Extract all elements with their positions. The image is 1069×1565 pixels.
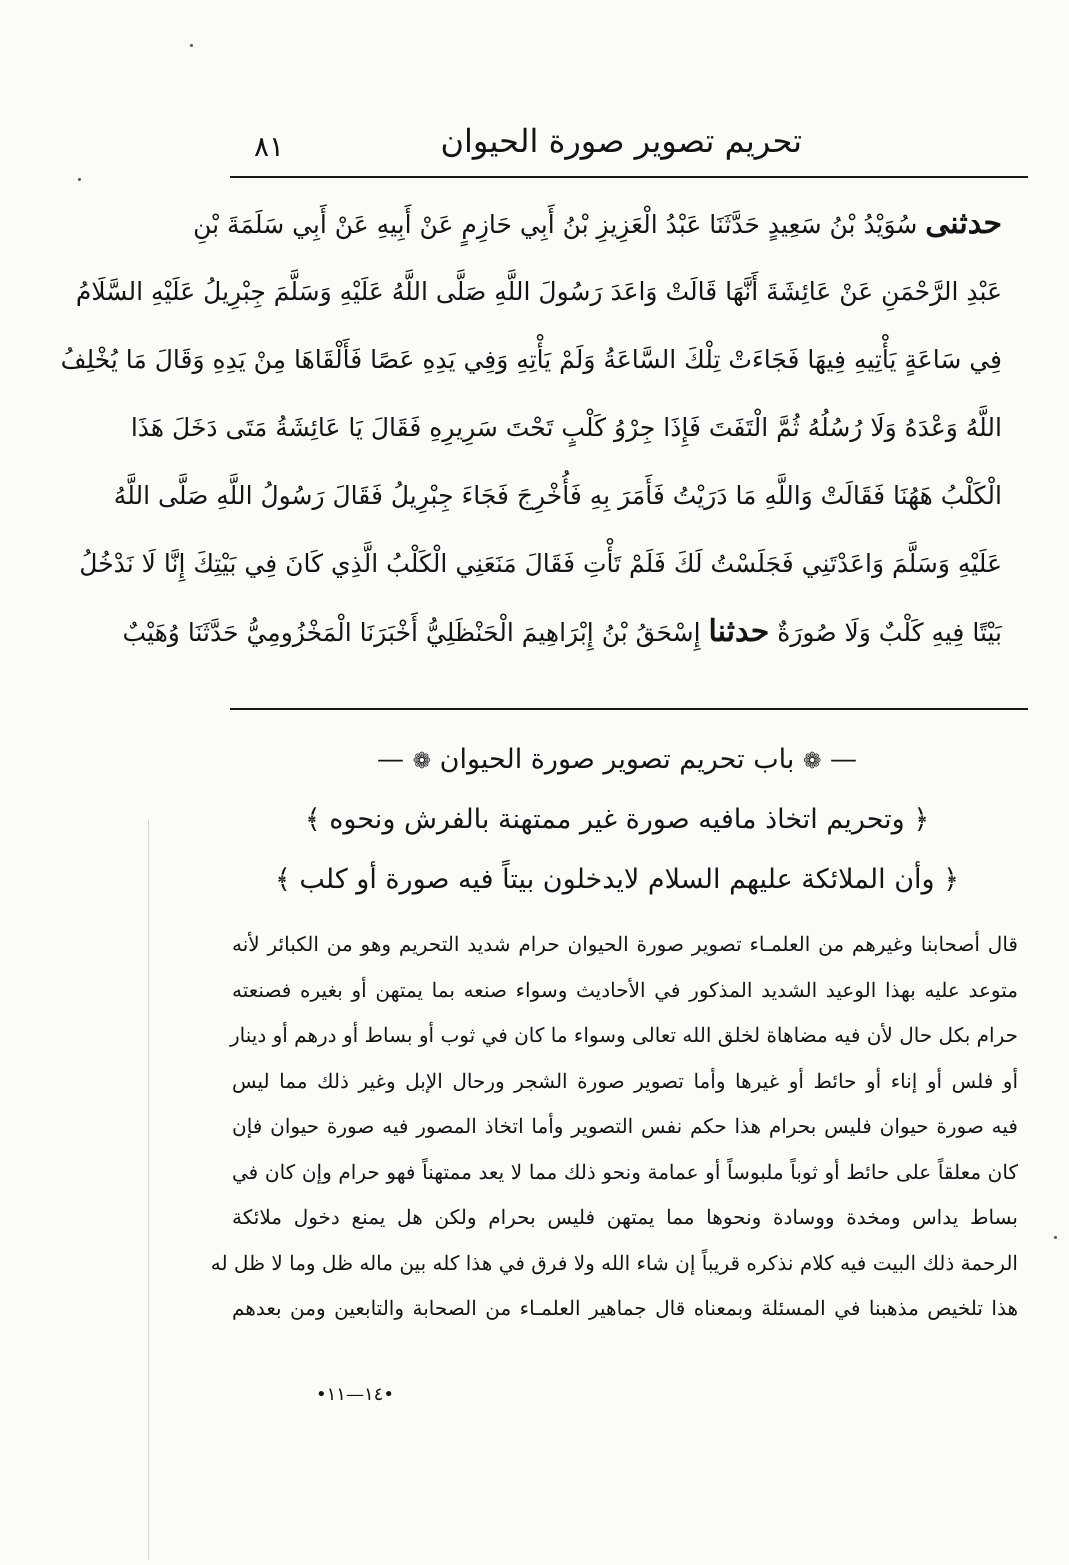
commentary-line: فيه صورة حيوان فليس بحرام هذا حكم نفس التصوير وأما اتخاذ المصور فيه صورة حيوان فإن [232,1114,1018,1138]
running-title: تحريم تصوير صورة الحيوان [440,122,802,160]
scan-margin-line [148,820,149,1560]
section-rule [230,708,1028,710]
printer-code: •١٤—١١• [316,1384,394,1405]
scan-speck [190,44,193,47]
chapter-title: باب تحريم تصوير صورة الحيوان [439,744,795,775]
commentary-line: حرام بكل حال لأن فيه مضاهاة لخلق الله تعالى وسواء ما كان في ثوب أو بساط أو درهم أو دينار [229,1023,1018,1047]
commentary-line: قال أصحابنا وغيرهم من العلمـاء تصوير صورة الحيوان حرام شديد التحريم وهو من الكبائر لأنه [232,932,1018,956]
scan-speck [1054,1236,1057,1239]
hadith-line: حدثنى سُوَيْدُ بْنُ سَعِيدٍ حَدَّثَنَا عَبْدُ الْعَزِيزِ بْنُ أَبِي حَازِمٍ عَنْ أَبِيهِ عَنْ أَبِي سَلَمَةَ بْنِ [193,206,1002,241]
commentary-line: متوعد عليه بهذا الوعيد الشديد المذكور في الأحاديث وسواء صنعه بما يمتهن أو بغيره فصنعته [232,977,1018,1002]
hadith-line: عَبْدِ الرَّحْمَنِ عَنْ عَائِشَةَ أَنَّهَا قَالَتْ وَاعَدَ رَسُولَ اللَّهِ صَلَّى اللَّهُ عَلَيْهِ وَسَلَّمَ جِبْرِيلُ عَلَيْهِ السَّلَامُ [75,277,1002,306]
hadith-line: بَيْتًا فِيهِ كَلْبٌ وَلَا صُورَةٌ حدثنا إِسْحَقُ بْنُ إِبْرَاهِيمَ الْحَنْظَلِيُّ أَخْبَرَنَا الْمَخْزُومِيُّ حَدَّثَنَا وُهَيْبٌ [122,614,1002,649]
commentary-line: الرحمة ذلك البيت فيه كلام نذكره قريباً إن شاء الله ولا فرق في هذا كله بين ماله ظل وما لا ظل له [210,1250,1018,1275]
chapter-heading: — ❁ باب تحريم تصوير صورة الحيوان ❁ — ﴿ وتحريم اتخاذ مافيه صورة غير ممتهنة بالفرش ونحوه ﴾ ﴿ وأن الملائكة عليهم السلام لايدخلون بيتاً فيه صورة أو كلب ﴾ [274,744,960,895]
scan-speck [78,178,81,181]
commentary-line: بساط يداس ومخدة ووسادة ونحوها مما يمتهن فليس بحرام ولكن هل يمنع دخول ملائكة [232,1205,1018,1229]
hadith-text [60,190,1002,666]
commentary-line: كان معلقاً على حائط أو ثوباً ملبوساً أو عمامة ونحو ذلك مما لا يعد ممتهناً فهو حرام وإن كان في [232,1159,1018,1184]
hadith-line: عَلَيْهِ وَسَلَّمَ وَاعَدْتَنِي فَجَلَسْتُ لَكَ فَلَمْ تَأْتِ فَقَالَ مَنَعَنِي الْكَلْبُ الَّذِي كَانَ فِي بَيْتِكَ إِنَّا لَا نَدْخُلُ [79,549,1002,578]
chapter-subtitle: وتحريم اتخاذ مافيه صورة غير ممتهنة بالفرش ونحوه [329,804,905,835]
chapter-subtitle: وأن الملائكة عليهم السلام لايدخلون بيتاً فيه صورة أو كلب [299,864,935,895]
commentary-text [210,922,1018,1332]
hadith-line: فِي سَاعَةٍ يَأْتِيهِ فِيهَا فَجَاءَتْ تِلْكَ السَّاعَةُ وَلَمْ يَأْتِهِ وَفِي يَدِهِ عَصًا فَأَلْقَاهَا مِنْ يَدِهِ وَقَالَ مَا يُخْلِفُ [60,345,1002,374]
ornament-icon: ❁ [412,749,432,774]
commentary-line: أو فلس أو إناء أو حائط أو غيرها وأما تصوير صورة الشجر ورحال الإبل وغير ذلك مما ليس [232,1068,1018,1093]
ornament-icon: ❁ [802,749,822,774]
hadith-keyword: حدثنى [925,206,1002,241]
commentary-line: هذا تلخيص مذهبنا في المسئلة وبمعناه قال جماهير العلمـاء من الصحابة والتابعين ومن بعدهم [232,1296,1018,1320]
hadith-line: اللَّهُ وَعْدَهُ وَلَا رُسُلُهُ ثُمَّ الْتَفَتَ فَإِذَا جِرْوُ كَلْبٍ تَحْتَ سَرِيرِهِ فَقَالَ يَا عَائِشَةُ مَتَى دَخَلَ هَذَا [130,413,1002,442]
hadith-line: الْكَلْبُ هَهُنَا فَقَالَتْ وَاللَّهِ مَا دَرَيْتُ فَأَمَرَ بِهِ فَأُخْرِجَ فَجَاءَ جِبْرِيلُ فَقَالَ رَسُولُ اللَّهِ صَلَّى اللَّهُ [113,481,1002,510]
header-rule [230,176,1028,178]
hadith-keyword: حدثنا [708,614,770,649]
page-header [232,112,1002,172]
page-number: ٨١ [254,130,285,163]
